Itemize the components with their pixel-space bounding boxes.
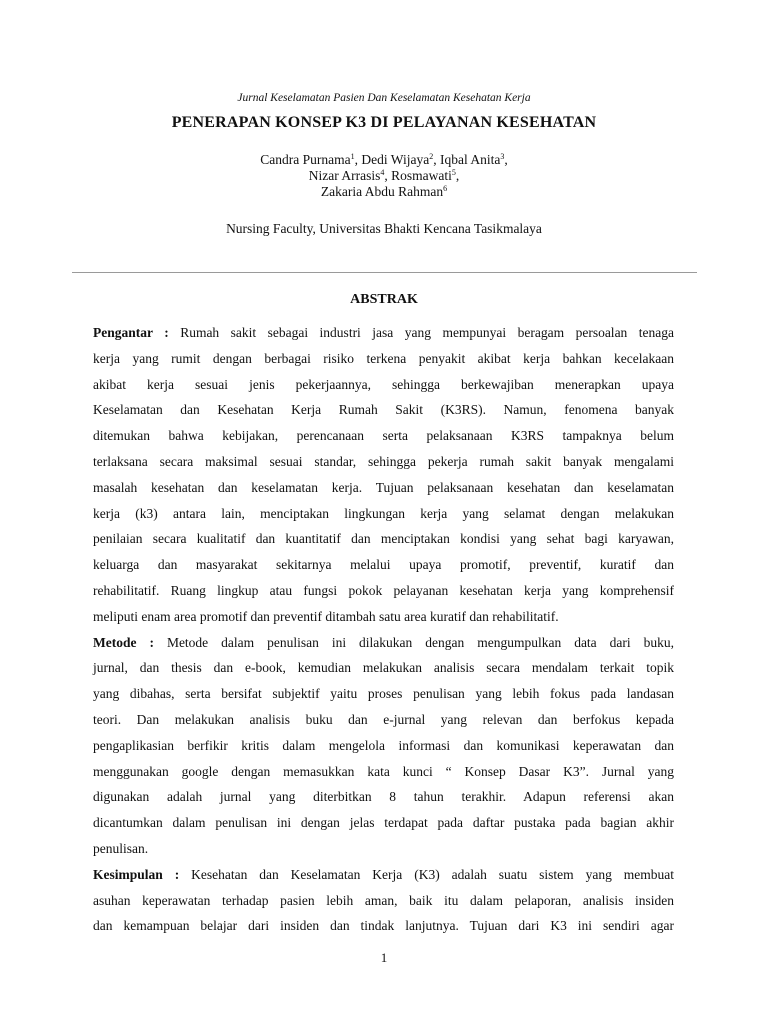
line-text: dicantumkan dalam penulisan ini dengan jelas terdapat pada daftar pustaka pada bagian akhir xyxy=(93,815,674,831)
section-label: Pengantar : xyxy=(93,325,169,340)
author-list xyxy=(0,152,768,200)
section-pengantar xyxy=(93,320,674,630)
section-kesimpulan xyxy=(93,862,674,939)
line-text: rehabilitatif. Ruang lingkup atau fungsi pokok pelayanan kesehatan kerja yang komprehensif xyxy=(93,582,674,598)
author-name: Nizar Arrasis xyxy=(308,168,381,183)
abstract-line xyxy=(93,707,674,733)
abstract-line xyxy=(93,759,674,785)
author-affiliation-mark: 1 xyxy=(350,152,355,161)
abstract-line xyxy=(93,604,674,630)
header-divider xyxy=(72,272,697,273)
line-text: Kesehatan dan Keselamatan Kerja (K3) adalah suatu sistem yang membuat xyxy=(191,866,674,882)
line-text: yang dibahas, serta bersifat subjektif yaitu proses penulisan yang lebih fokus pada landasan xyxy=(93,686,674,702)
author-affiliation-mark: 5 xyxy=(451,168,456,177)
section-label: Kesimpulan : xyxy=(93,866,180,882)
author-name: Dedi Wijaya xyxy=(361,152,430,167)
abstract-line xyxy=(93,913,674,939)
line-text: penilaian secara kualitatif dan kuantitatif dan menciptakan kondisi yang sehat bagi karyawan, xyxy=(93,531,674,547)
line-text: kerja yang rumit dengan berbagai risiko terkena penyakit akibat kerja bahkan kecelakaan xyxy=(93,350,674,366)
line-text: masalah kesehatan dan keselamatan kerja. Tujuan pelaksanaan kesehatan dan keselamatan xyxy=(93,479,674,495)
author-affiliation-mark: 4 xyxy=(380,168,385,177)
line-text: jurnal, dan thesis dan e-book, kemudian melakukan analisis secara mendalam terkait topik xyxy=(93,660,674,676)
line-text: meliputi enam area promotif dan preventif ditambah satu area kuratif dan rehabilitatif. xyxy=(93,608,559,624)
abstract-line xyxy=(93,655,674,681)
line-text: dan kemampuan belajar dari insiden dan tindak lanjutnya. Tujuan dari K3 ini sendiri agar xyxy=(93,918,674,934)
abstract-line xyxy=(93,346,674,372)
author-name: Candra Purnama xyxy=(260,152,351,167)
abstract-line xyxy=(93,320,674,346)
author-line-3 xyxy=(0,184,768,200)
abstract-line xyxy=(93,397,674,423)
author-affiliation-mark: 6 xyxy=(443,184,448,193)
section-metode xyxy=(93,630,674,862)
journal-name: Jurnal Keselamatan Pasien Dan Keselamatan Kesehatan Kerja xyxy=(237,92,531,104)
line-text: penulisan. xyxy=(93,840,149,856)
author-line-1: Candra Purnama$^1$, Dedi Wijaya$^2$, Iqbal Anita$^3$, xyxy=(260,152,508,167)
page-number: 1 xyxy=(380,950,388,965)
abstract-line xyxy=(93,372,674,398)
line-text: keluarga dan masyarakat sekitarnya melalui upaya promotif, preventif, kuratif dan xyxy=(93,557,674,573)
line-text: teori. Dan melakukan analisis buku dan e-jurnal yang relevan dan berfokus kepada xyxy=(93,711,674,727)
line-text: Keselamatan dan Kesehatan Kerja Rumah Sakit (K3RS). Namun, fenomena banyak xyxy=(93,402,674,418)
abstract-line xyxy=(93,810,674,836)
abstract-line xyxy=(93,501,674,527)
abstract-line xyxy=(93,862,674,888)
author-affiliation-mark: 2 xyxy=(429,152,434,161)
abstract-line xyxy=(93,733,674,759)
abstract-line xyxy=(93,630,674,656)
section-label: Metode : xyxy=(93,634,154,650)
abstract-line xyxy=(93,475,674,501)
abstract-line xyxy=(93,681,674,707)
abstract-line xyxy=(93,423,674,449)
line-text: terlaksana secara maksimal sesuai standar, sehingga pekerja rumah sakit banyak mengalami xyxy=(93,453,674,469)
line-text: akibat kerja sesuai jenis pekerjaannya, sehingga berkewajiban menerapkan upaya xyxy=(93,376,674,392)
line-text: digunakan adalah jurnal yang diterbitkan 8 tahun terakhir. Adapun referensi akan xyxy=(93,789,674,805)
line-text: ditemukan bahwa kebijakan, perencanaan serta pelaksanaan K3RS tampaknya belum xyxy=(93,428,674,444)
abstract-heading: ABSTRAK xyxy=(350,292,418,307)
paper-title: PENERAPAN KONSEP K3 DI PELAYANAN KESEHATAN xyxy=(171,114,597,131)
affiliation: Nursing Faculty, Universitas Bhakti Kencana Tasikmalaya xyxy=(226,221,542,236)
line-text: Metode dalam penulisan ini dilakukan dengan mengumpulkan data dari buku, xyxy=(166,634,674,650)
line-text: pengaplikasian berfikir kritis dalam mengelola informasi dan komunikasi keperawatan dan xyxy=(93,737,674,753)
author-line-2: Nizar Arrasis$^4$, Rosmawati$^5$, xyxy=(308,168,460,183)
line-text: kerja (k3) antara lain, menciptakan lingkungan kerja yang selamat dengan melakukan xyxy=(93,505,674,521)
abstract-line xyxy=(93,552,674,578)
abstract-line xyxy=(93,784,674,810)
author-name: Zakaria Abdu Rahman xyxy=(320,184,444,199)
abstract-line xyxy=(93,449,674,475)
abstract-line xyxy=(93,836,674,862)
author-name: Iqbal Anita xyxy=(439,152,501,167)
author-affiliation-mark: 3 xyxy=(500,152,505,161)
abstract-line xyxy=(93,888,674,914)
line-text: asuhan keperawatan terhadap pasien lebih aman, baik itu dalam pelaporan, analisis insiden xyxy=(93,892,674,908)
abstract-line xyxy=(93,578,674,604)
abstract-body xyxy=(93,320,674,939)
abstract-line xyxy=(93,526,674,552)
author-name: Rosmawati xyxy=(391,168,452,183)
line-text: menggunakan google dengan memasukkan kata kunci “ Konsep Dasar K3”. Jurnal yang xyxy=(93,763,674,779)
line-text: Rumah sakit sebagai industri jasa yang mempunyai beragam persoalan tenaga xyxy=(180,325,674,340)
